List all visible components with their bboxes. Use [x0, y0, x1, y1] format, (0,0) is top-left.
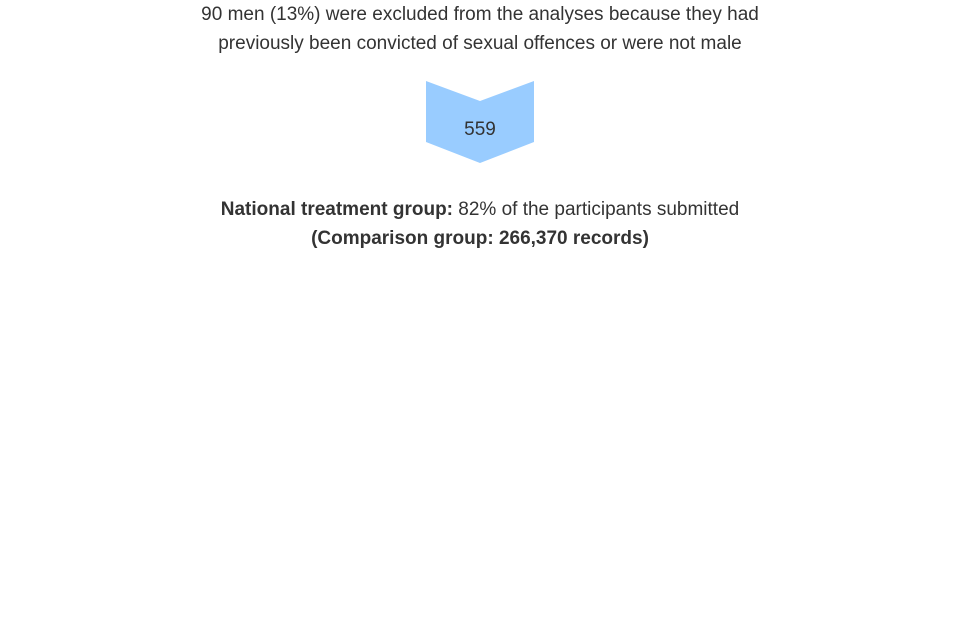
comparison-group-line: (Comparison group: 266,370 records) — [311, 228, 649, 249]
exclusion-line-1: 90 men (13%) were excluded from the analyses because they had — [201, 4, 759, 25]
outcome-note — [0, 195, 960, 253]
exclusion-line-2: previously been convicted of sexual offences or were not male — [218, 33, 742, 54]
treatment-group-label: National treatment group: — [220, 199, 453, 220]
treatment-group-line — [0, 195, 960, 224]
flow-arrow-count: 559 — [464, 119, 496, 140]
exclusion-note — [0, 0, 960, 58]
flow-arrow — [426, 81, 534, 163]
treatment-group-text: 82% of the participants submitted — [453, 199, 740, 220]
